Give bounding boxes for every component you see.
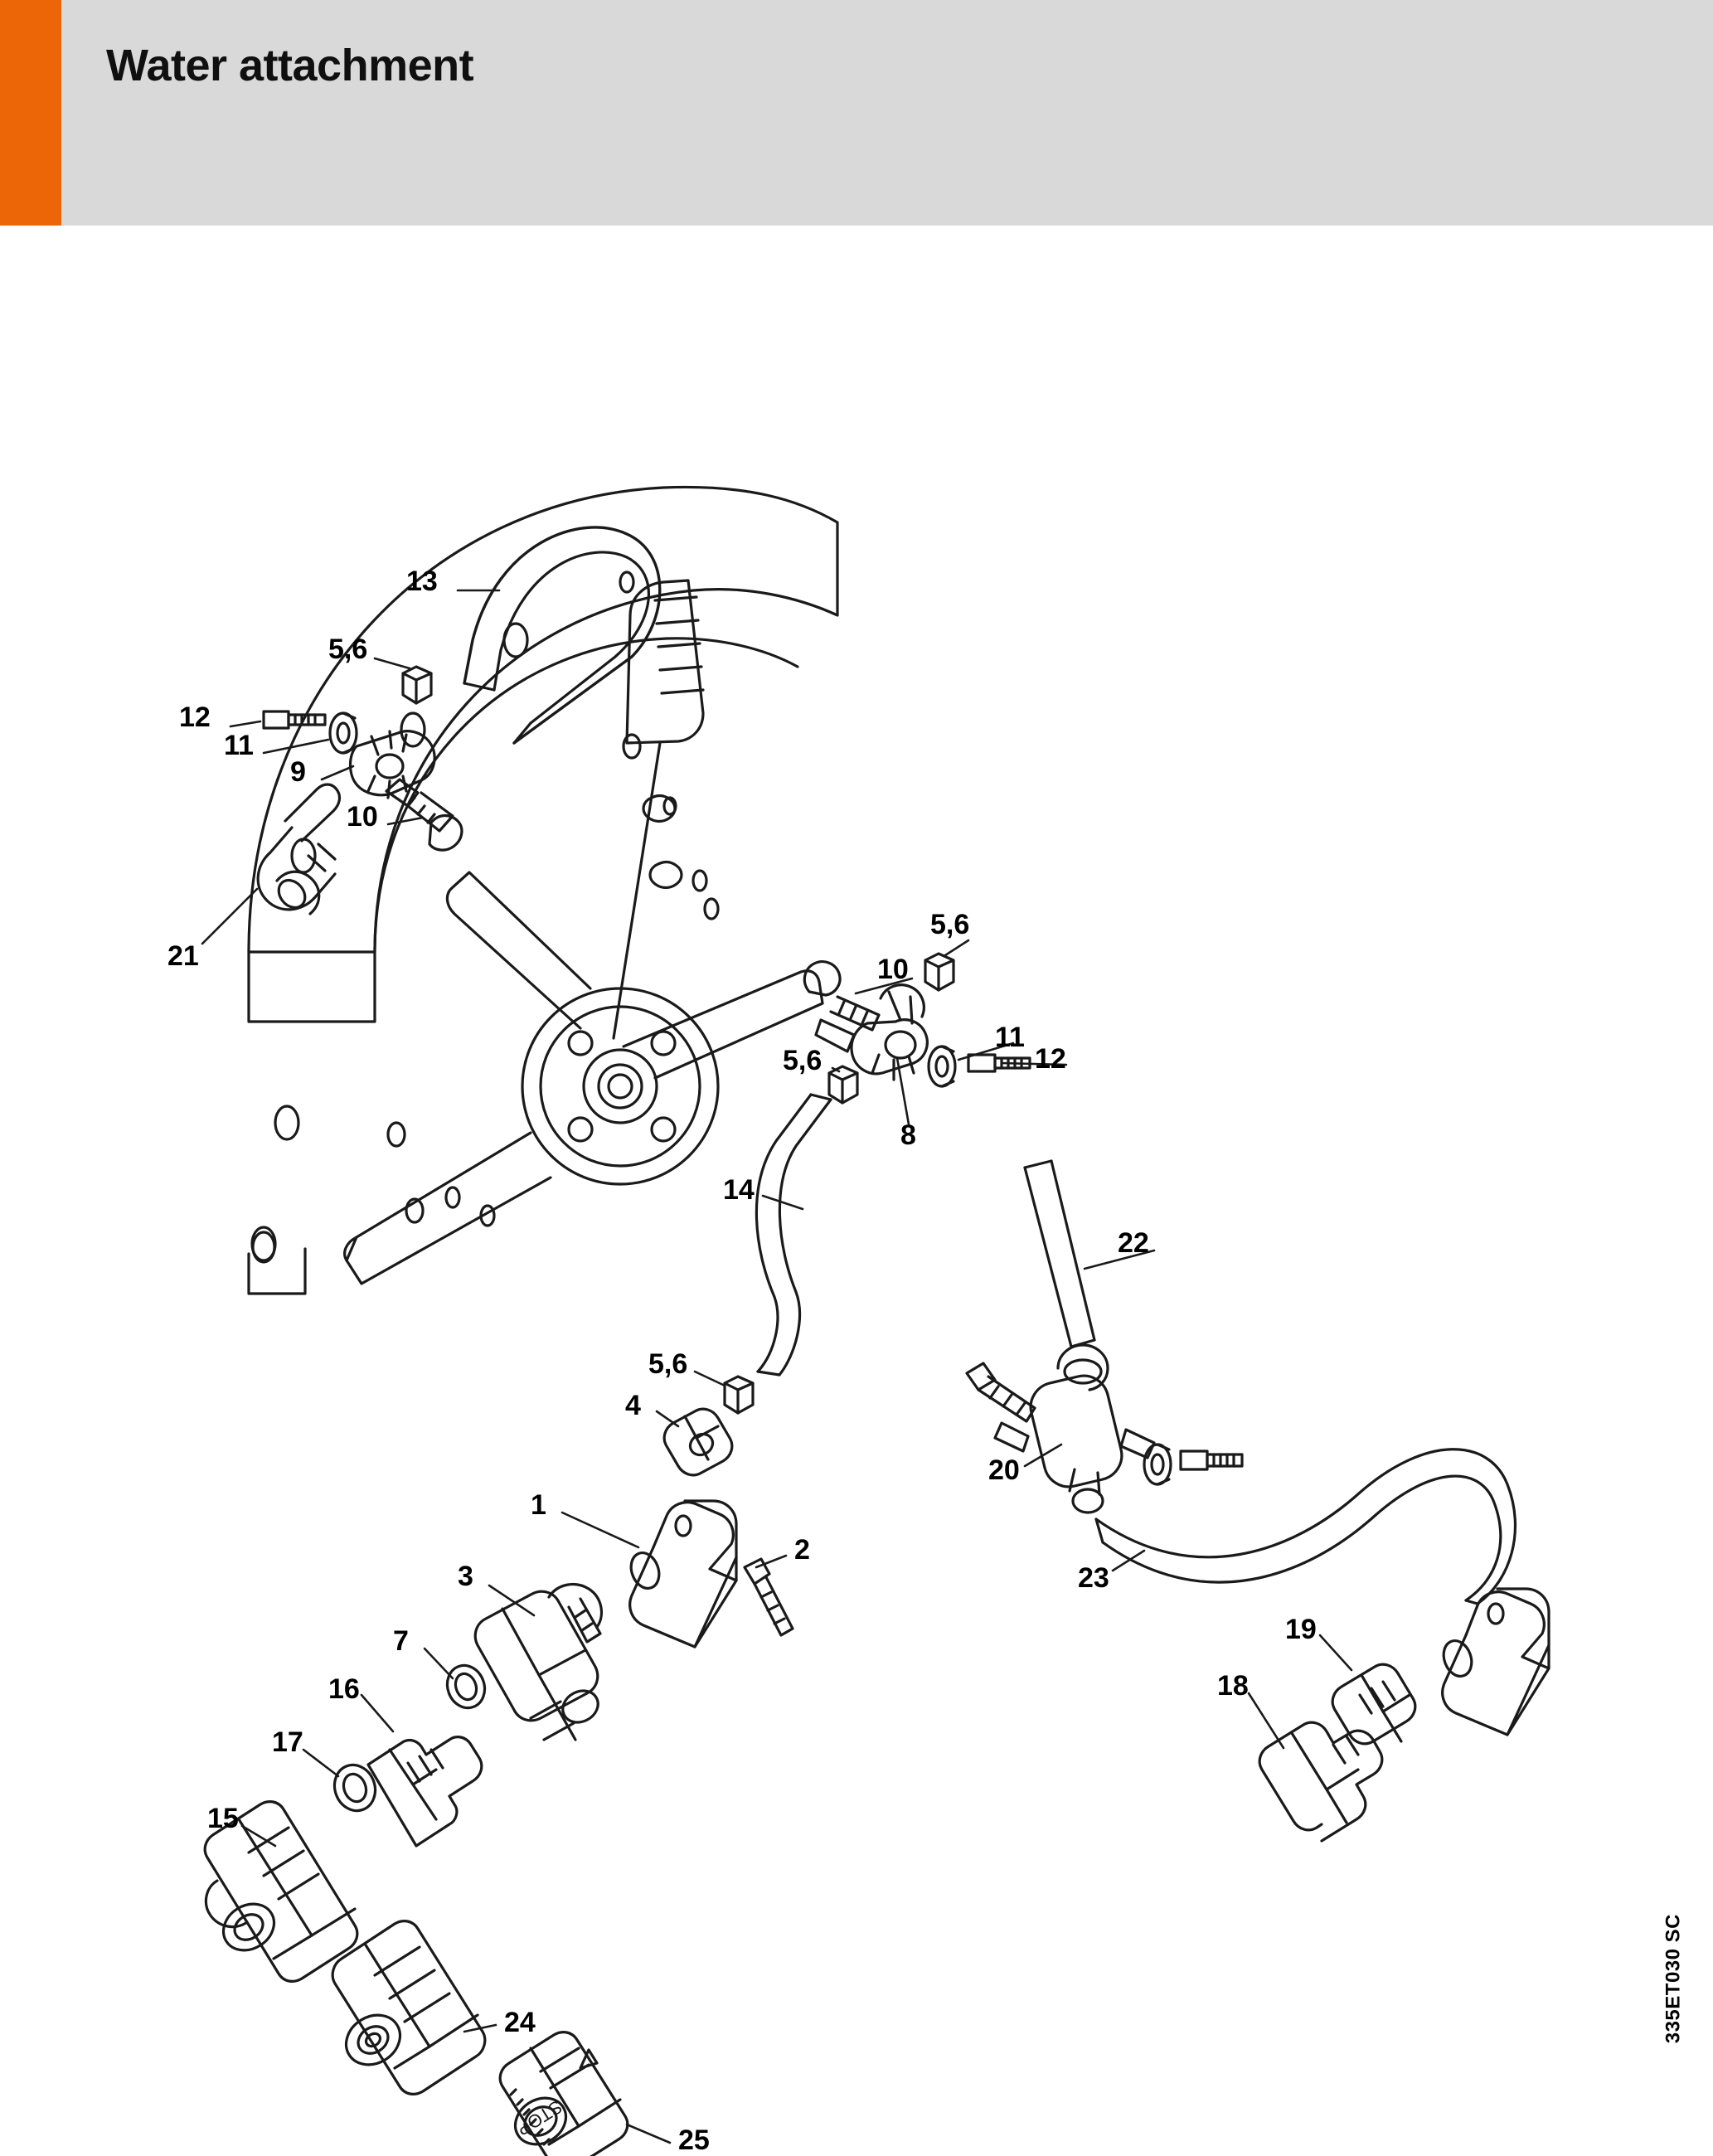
- part-2-screw: [745, 1559, 793, 1635]
- part-11-washer-top: [330, 713, 357, 753]
- callout-3: 3: [458, 1561, 473, 1592]
- part-19-nipple: [1332, 1664, 1415, 1744]
- part-screw-left-of-20: [967, 1363, 1035, 1421]
- callout-18: 18: [1217, 1670, 1249, 1702]
- part-22-hose: [1025, 1161, 1094, 1347]
- callout-14: 14: [723, 1174, 755, 1206]
- callout-7: 7: [393, 1625, 409, 1657]
- page-header: [0, 0, 1713, 226]
- part-17-oring: [328, 1759, 381, 1816]
- callout-17: 17: [272, 1726, 303, 1758]
- part-1-bracket: [626, 1501, 736, 1647]
- part-7-oring: [441, 1660, 490, 1713]
- part-25-coupling: [500, 2032, 628, 2156]
- callout-8: 8: [900, 1119, 916, 1151]
- callout-11a: 11: [224, 730, 254, 761]
- callout-20: 20: [988, 1454, 1020, 1486]
- part-5-6-nut-hose14: [829, 1066, 857, 1103]
- callout-16: 16: [328, 1673, 360, 1705]
- part-14-hose: [756, 1095, 831, 1375]
- part-24-coupling: [332, 1921, 485, 2095]
- exploded-parts-diagram: [0, 226, 1713, 2156]
- part-10-screw-middle: [804, 962, 879, 1030]
- part-23-hose: [1096, 1449, 1515, 1604]
- callout-23: 23: [1078, 1562, 1109, 1594]
- callout-9: 9: [290, 756, 306, 788]
- figure-code: 335ET030 SC: [1662, 1914, 1684, 2044]
- callout-5-6b: 5,6: [930, 909, 970, 940]
- part-5-6-nut-lower: [725, 1377, 753, 1413]
- callout-10b: 10: [877, 954, 909, 985]
- part-25-stop-text: STOP: [512, 2095, 566, 2140]
- callout-25: 25: [678, 2124, 710, 2156]
- callout-12a: 12: [179, 702, 211, 733]
- callout-11b: 11: [995, 1022, 1025, 1053]
- part-16-nipple: [368, 1737, 482, 1846]
- part-screw-right-of-20: [1181, 1451, 1242, 1469]
- callout-12b: 12: [1035, 1043, 1066, 1075]
- callout-5-6d: 5,6: [648, 1348, 688, 1380]
- part-5-6-nut-valve: [925, 954, 954, 990]
- page-title: Water attachment: [106, 41, 474, 90]
- part-right-bracket: [1439, 1589, 1549, 1735]
- part-3-fitting: [475, 1585, 604, 1740]
- part-4-fitting: [664, 1409, 732, 1475]
- callout-4: 4: [625, 1390, 641, 1421]
- callout-5-6a: 5,6: [328, 634, 368, 665]
- part-11-washer-right: [929, 1046, 955, 1086]
- callout-5-6c: 5,6: [783, 1045, 823, 1076]
- callout-22: 22: [1118, 1227, 1149, 1259]
- callout-19: 19: [1285, 1614, 1317, 1645]
- part-20-valve: [995, 1345, 1154, 1513]
- callout-21: 21: [167, 940, 199, 972]
- callout-10a: 10: [347, 801, 378, 833]
- part-5-6-nut-top: [403, 667, 431, 703]
- callout-1: 1: [531, 1489, 546, 1521]
- callout-15: 15: [207, 1803, 239, 1834]
- callout-24: 24: [504, 2007, 536, 2038]
- guard-assembly: [249, 487, 837, 1294]
- callout-13: 13: [406, 566, 438, 597]
- part-washer-right-of-20: [1144, 1445, 1171, 1484]
- part-12-screw-top: [264, 711, 325, 728]
- callout-2: 2: [794, 1534, 810, 1566]
- header-accent-bar: [0, 0, 61, 226]
- part-8-valve: [816, 985, 927, 1080]
